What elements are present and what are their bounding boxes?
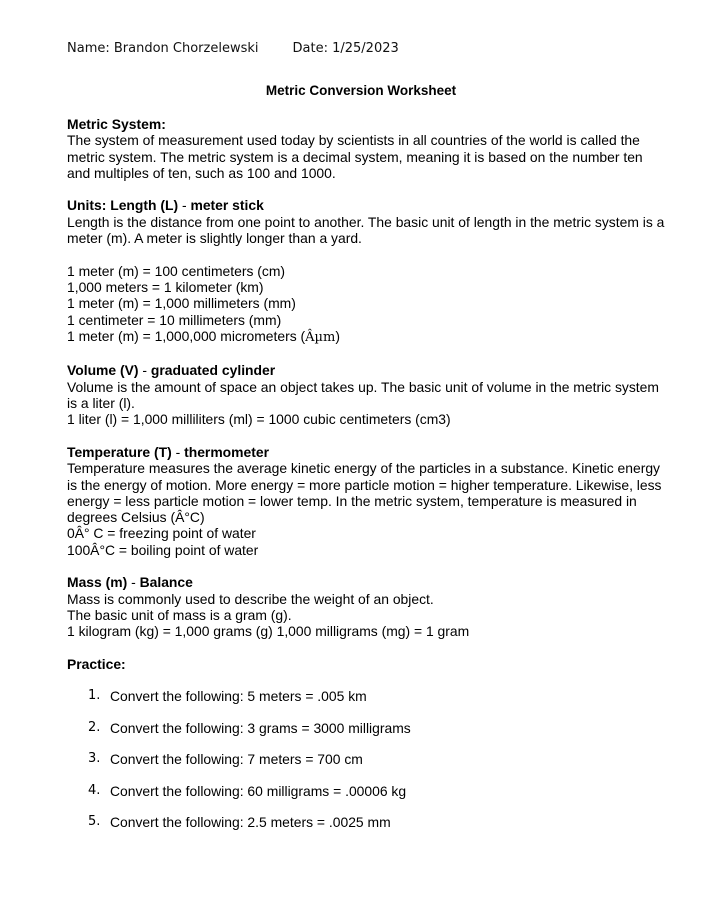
mass-tool: Balance <box>139 574 193 591</box>
item-number: 5. <box>88 813 101 829</box>
practice-item <box>67 814 667 845</box>
page-title: Metric Conversion Worksheet <box>265 83 457 98</box>
volume-section <box>67 362 667 427</box>
volume-tool: graduated cylinder <box>150 362 276 379</box>
item-number: 3. <box>88 751 101 767</box>
micro-prefix: 1 meter (m) = 1,000,000 micrometers ( <box>67 327 306 344</box>
item-text: Convert the following: 2.5 meters = .0025 mm <box>110 813 391 830</box>
mass-text-1: Mass is commonly used to describe the weight of an object. <box>67 590 434 607</box>
practice-heading: Practice: <box>67 655 126 672</box>
worksheet-date: Date: 1/25/2023 <box>292 41 399 56</box>
length-conversion-micro <box>67 328 667 346</box>
student-name: Name: Brandon Chorzelewski <box>67 41 259 56</box>
header <box>67 41 399 56</box>
practice-item <box>67 688 667 719</box>
volume-conversion: 1 liter (l) = 1,000 milliliters (ml) = 1000 cubic centimeters (cm3) <box>67 411 451 428</box>
practice-item <box>67 720 667 751</box>
worksheet-content <box>67 116 667 845</box>
temperature-text: Temperature measures the average kinetic energy of the particles in a substance. Kinetic energy is the energy of motion. More energy = more particle motion = higher temperature. Likewise, less energy = less particle motion = lower temp. In the metric system, temperature is measured in degrees Celsius (Â°C) <box>67 460 662 526</box>
item-text: Convert the following: 3 grams = 3000 milligrams <box>110 719 411 736</box>
volume-heading: Volume (V) <box>67 362 139 379</box>
item-text: Convert the following: 7 meters = 700 cm <box>110 751 363 768</box>
metric-system-section <box>67 116 667 181</box>
boiling-point: 100Â°C = boiling point of water <box>67 541 259 558</box>
mass-heading: Mass (m) <box>67 574 128 591</box>
temperature-heading: Temperature (T) <box>67 443 172 460</box>
mass-conversion: 1 kilogram (kg) = 1,000 grams (g) 1,000 milligrams (mg) = 1 gram <box>67 623 470 640</box>
micro-symbol: Âµm <box>305 329 336 345</box>
mass-section <box>67 574 667 639</box>
length-heading: Units: Length (L) <box>67 197 179 214</box>
metric-system-text: The system of measurement used today by scientists in all countries of the world is called the metric system. The metric system is a decimal system, meaning it is based on the number ten and multiples of ten, such as 100 and 1000. <box>67 132 643 181</box>
item-text: Convert the following: 60 milligrams = .00006 kg <box>110 782 407 799</box>
length-tool: meter stick <box>190 197 264 214</box>
length-conversion: 1,000 meters = 1 kilometer (km) <box>67 278 264 295</box>
item-number: 1. <box>88 688 101 704</box>
micro-suffix: ) <box>335 327 340 344</box>
practice-list <box>67 688 667 845</box>
length-section <box>67 197 667 346</box>
length-conversion: 1 meter (m) = 1,000 millimeters (mm) <box>67 295 296 312</box>
practice-item <box>67 751 667 782</box>
temperature-separator: - <box>171 443 185 460</box>
temperature-tool: thermometer <box>184 443 269 460</box>
length-conversion: 1 centimeter = 10 millimeters (mm) <box>67 311 282 328</box>
mass-text-2: The basic unit of mass is a gram (g). <box>67 606 292 623</box>
item-number: 4. <box>88 782 101 798</box>
volume-separator: - <box>138 362 151 379</box>
mass-separator: - <box>127 574 140 591</box>
length-text: Length is the distance from one point to another. The basic unit of length in the metric system is a meter (m). A meter is slightly longer than a yard. <box>67 213 665 247</box>
practice-item <box>67 783 667 814</box>
metric-system-heading: Metric System: <box>67 116 166 132</box>
volume-text: Volume is the amount of space an object takes up. The basic unit of volume in the metric system is a liter (l). <box>67 378 659 412</box>
temperature-section <box>67 444 667 558</box>
item-text: Convert the following: 5 meters = .005 km <box>110 688 367 705</box>
length-separator: - <box>178 197 191 214</box>
practice-section <box>67 656 667 846</box>
item-number: 2. <box>88 719 101 735</box>
freezing-point: 0Â° C = freezing point of water <box>67 525 256 542</box>
length-conversion: 1 meter (m) = 100 centimeters (cm) <box>67 262 286 279</box>
